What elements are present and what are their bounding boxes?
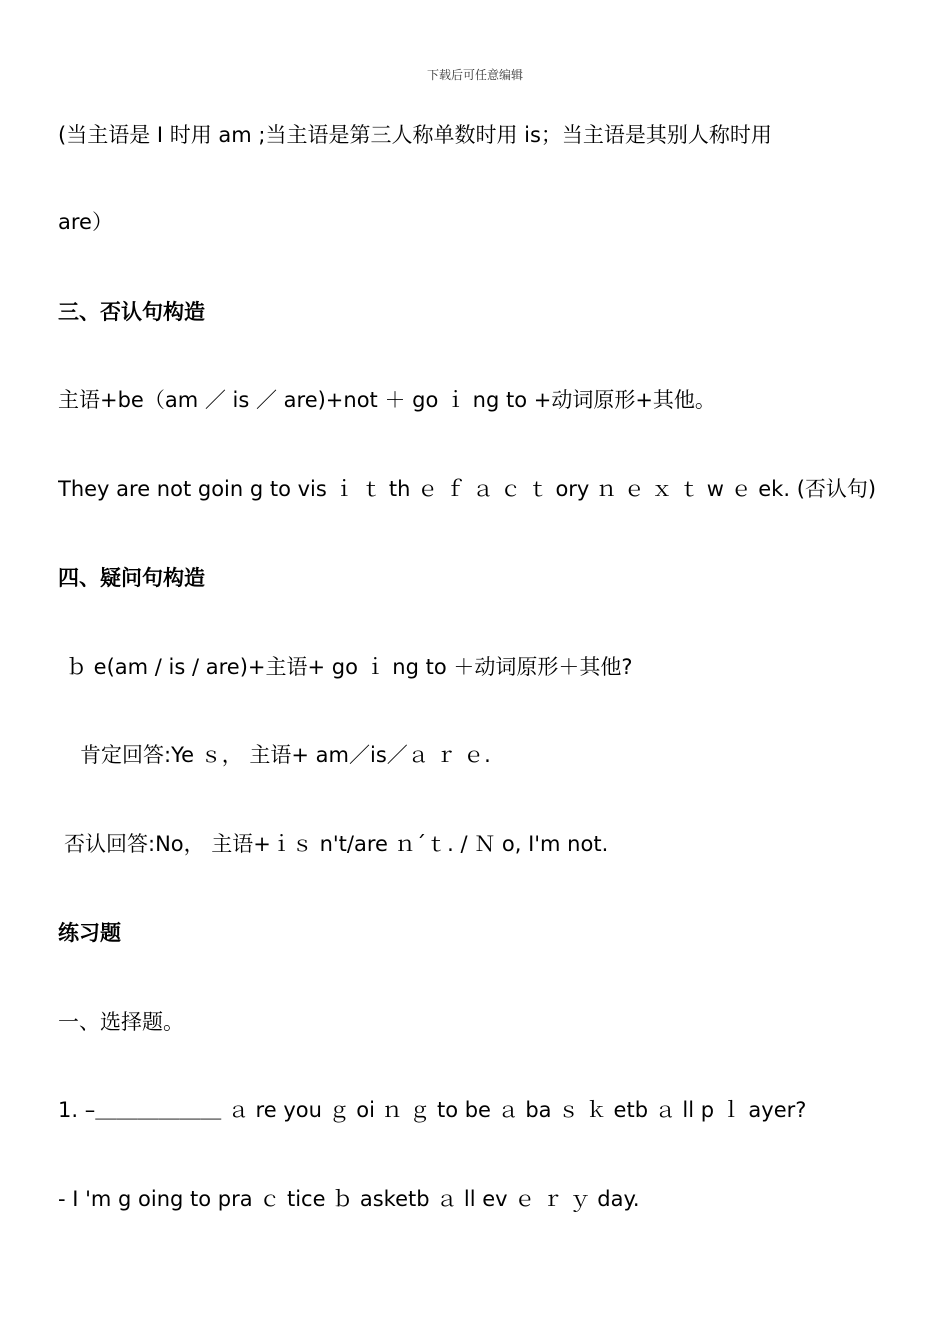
text-line-subject-rule: (当主语是 I 时用 am ;当主语是第三人称单数时用 is；当主语是其别人称时用 [58, 123, 772, 147]
question-item-1-answer: - I 'm g oing to pra ｃ tice ｂ asketb ａ ll ev ｅ ｒ ｙ day. [58, 1187, 640, 1211]
section-heading-negative: 三、否认句构造 [58, 300, 205, 324]
text-line-choice-heading: 一、选择题。 [58, 1010, 184, 1034]
text-line-affirmative-answer: 肯定回答:Ye ｓ， 主语+ am／is／ａ ｒ ｅ. [80, 743, 491, 767]
text-line-subject-rule-continued: are） [58, 210, 113, 234]
question-item-1: 1. –＿＿＿＿＿＿ ａ re you ｇ oi ｎ ｇ to be ａ ba ｓ ｋ etb ａ ll p ｌ ayer? [58, 1098, 807, 1122]
text-line-negative-example: They are not goin g to vis ｉ ｔ th ｅ ｆ ａ ｃ ｔ ory ｎ ｅ ｘ ｔ w ｅ ek. (否认句) [58, 477, 877, 501]
text-line-question-structure: ｂ e(am / is / are)+主语+ go ｉ ng to ＋动词原形＋其他? [66, 655, 633, 679]
section-heading-exercises: 练习题 [58, 921, 121, 945]
page-header-note: 下载后可任意编辑 [426, 68, 523, 82]
text-line-negative-answer: 否认回答:No， 主语+ｉｓ n't/are ｎ´ｔ. / Ｎ o, I'm not. [64, 832, 609, 856]
section-heading-question: 四、疑问句构造 [58, 566, 205, 590]
text-line-negative-structure: 主语+be（am ／ is ／ are)+not ＋ go ｉ ng to +动词原形+其他。 [58, 388, 716, 412]
